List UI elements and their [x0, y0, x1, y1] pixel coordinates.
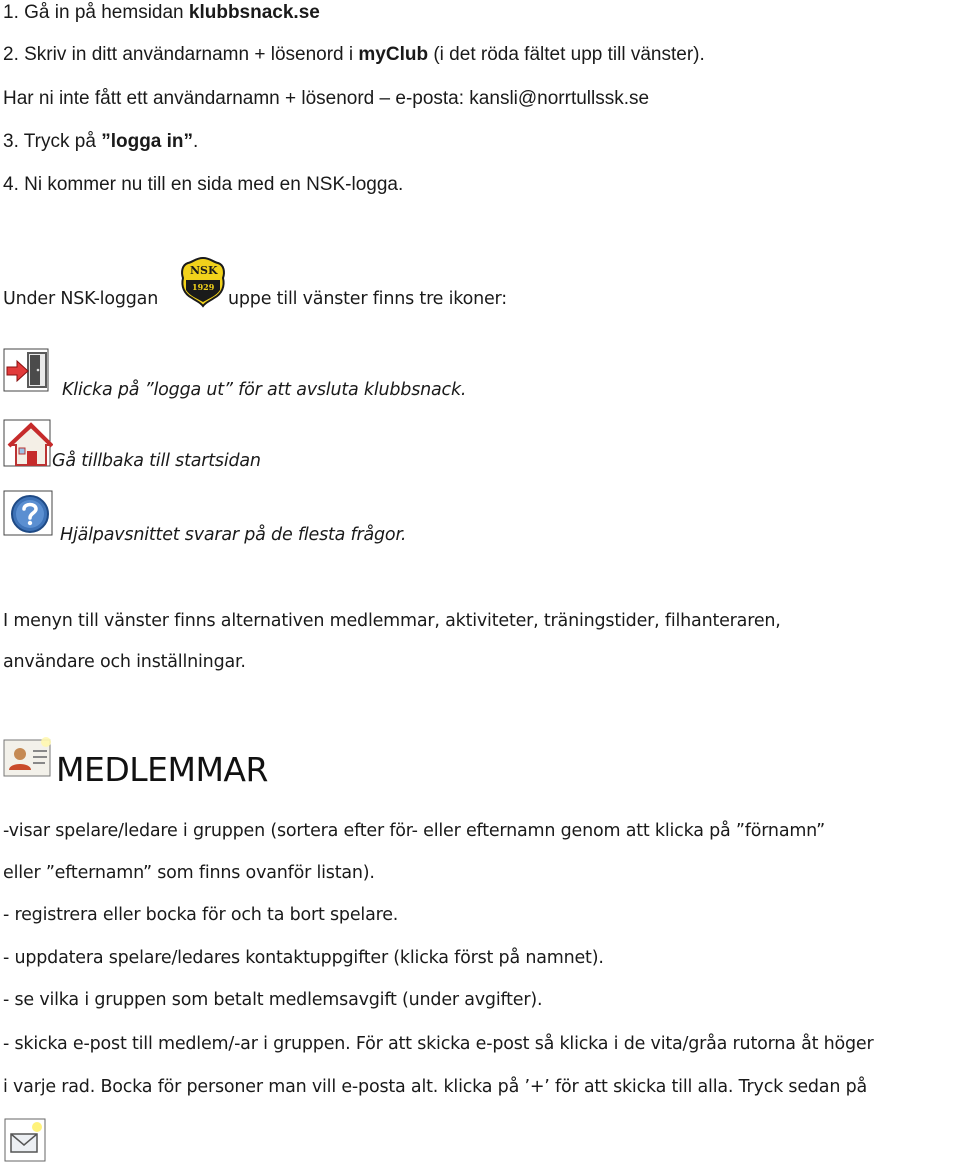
step-1 — [3, 2, 320, 24]
members-line-7: i varje rad. Bocka för personer man vill e-posta alt. klicka på ’+’ för att skicka till alla. Tryck sedan på — [3, 1077, 868, 1097]
logo-line-before: Under NSK-loggan — [3, 289, 159, 309]
step-2 — [3, 44, 705, 66]
step-2-note: Har ni inte fått ett användarnamn + lösenord – e-posta: kansli@norrtullssk.se — [3, 88, 650, 109]
step-3 — [3, 131, 198, 153]
home-description: Gå tillbaka till startsidan — [52, 451, 261, 471]
logo-text-top: NSK — [190, 264, 218, 277]
menu-text-line-2: användare och inställningar. — [3, 652, 246, 672]
step-1-text: 1. Gå in på hemsidan — [3, 2, 189, 23]
section-title: MEDLEMMAR — [56, 750, 268, 789]
step-3-tail: . — [193, 131, 199, 152]
step-2-tail: (i det röda fältet upp till vänster). — [428, 44, 705, 65]
email-icon — [4, 1118, 46, 1162]
logo-line-after: uppe till vänster finns tre ikoner: — [228, 289, 507, 309]
myclub-name: myClub — [358, 44, 429, 65]
members-icon — [3, 736, 53, 780]
logo-text-bottom: 1929 — [192, 282, 215, 292]
nsk-logo-icon — [180, 256, 226, 308]
logout-description: Klicka på ”logga ut” för att avsluta klubbsnack. — [62, 380, 467, 400]
login-term: ”logga in” — [101, 131, 194, 152]
home-icon — [3, 419, 53, 469]
members-line-4: - uppdatera spelare/ledares kontaktuppgifter (klicka först på namnet). — [3, 948, 604, 968]
help-icon — [3, 490, 53, 538]
step-2-text: 2. Skriv in ditt användarnamn + lösenord i — [3, 44, 359, 65]
members-line-5: - se vilka i gruppen som betalt medlemsavgift (under avgifter). — [3, 990, 543, 1010]
members-line-3: - registrera eller bocka för och ta bort spelare. — [3, 905, 399, 925]
members-line-2: eller ”efternamn” som finns ovanför listan). — [3, 863, 375, 883]
members-line-6: - skicka e-post till medlem/-ar i gruppen. För att skicka e-post så klicka i de vita/gråa rutorna åt höger — [3, 1034, 874, 1054]
menu-text-line-1: I menyn till vänster finns alternativen medlemmar, aktiviteter, träningstider, filhanteraren, — [3, 611, 781, 631]
website-name: klubbsnack.se — [188, 2, 320, 23]
members-line-1: -visar spelare/ledare i gruppen (sortera efter för- eller efternamn genom att klicka på ”förnamn” — [3, 821, 825, 841]
logout-icon — [3, 348, 51, 394]
step-3-text: 3. Tryck på — [3, 131, 102, 152]
step-4: 4. Ni kommer nu till en sida med en NSK-logga. — [3, 174, 404, 195]
help-description: Hjälpavsnittet svarar på de flesta frågor. — [60, 525, 407, 545]
